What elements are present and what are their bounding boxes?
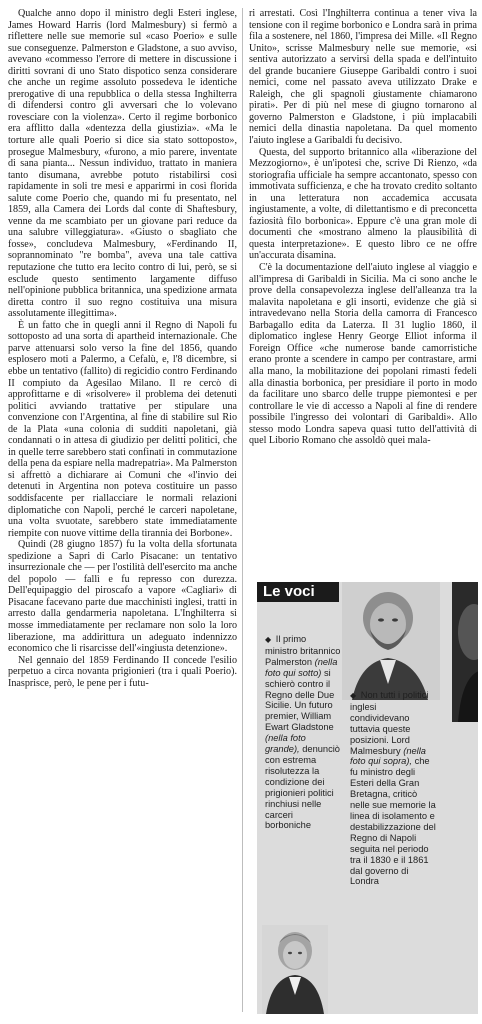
sidebar-caption-malmesbury — [350, 690, 436, 887]
article-paragraph: C'è la documentazione dell'aiuto inglese al viaggio e all'impresa di Garibaldi in Sicilia. Ma ci sono anche le prove della consapevolezza inglese dell'alleanza tra la malavita napoletana e gli insorti, evidenze che già si intravedevano nella Storia della camorra di Francesco Barbagallo edita da Laterza. Il 31 luglio 1860, il diplomatico inglese Henry George Elliot informa il Foreign Office «che numerose bande camorristiche erano pronte a scendere in campo per contrastare, armi alla mano, la mobilitazione dei popolani rimasti fedeli alla dinastia borbonica, per presidiare il porto in modo da facilitare uno sbarco delle truppe piemontesi e per controllare le vie di accesso a Napoli al fine di rendere possibile l'ingresso dei volontari di Garibaldi». Allo stesso modo Londra sapeva quasi tutto dell'attività di quel Liborio Romano che assoldò quei mala- — [249, 262, 477, 447]
article-paragraph: Questa, del supporto britannico alla «liberazione del Mezzogiorno», è un'ipotesi che, scrive Di Rienzo, «da storiografia ufficiale ha sempre accantonato, spesso con immotivata sufficienza, e che ha trovato credito soltanto in una letteratura non accademica accusata ingiustamente, a volte, di dilettantismo e di preconcetta faziosità filo borbonica». Eppure c'è una gran mole di documenti che «mostrano almeno la plausibilità di questa interpretazione». E questo libro ce ne offre un'accurata disamina. — [249, 146, 477, 262]
sidebar-title-bar — [257, 582, 339, 602]
article-paragraph: È un fatto che in quegli anni il Regno di Napoli fu sottoposto ad una sorta di apartheid internazionale. Che parve attenuarsi solo verso la fine del 1856, quando esplosero moti a Palermo, a Cefalù, e, l'8 dicembre, si ebbe un tentativo (fallito) di regicidio contro Ferdinando II compiuto da Agesilao Milano. Il re cercò di approfittarne e di «risolvere» il problema dei detenuti politici avviando trattative per stipulare una convenzione con l'Argentina, al fine di stabilire sul Rio de la Plata «una colonia di sudditi napoletani, già condannati o in attesa di giudizio per delitti politici, che in quelle terre sarebbero stati confinati in commutazione della pena da espiare nella madrepatria». Ma Palmerston si affrettò a dichiarare ai Comuni che «l'invio dei detenuti in Argentina non poteva costituire un passo soddisfacente per riallacciare le normali relazioni diplomatiche con Napoli, perché le carceri napoletane, una volta svuotate, sarebbero state immediatamente riempite con nuove vittime della tirannia dei Borbone». — [8, 319, 237, 539]
caption-text: si schierò contro il Regno delle Due Sicilie. Un futuro premier, William Ewart Gladstone — [265, 667, 335, 733]
bullet-diamond-icon: ◆ — [265, 635, 272, 644]
caption-photo-note: (nella foto grande), — [265, 733, 306, 755]
article-column-2 — [249, 8, 477, 447]
portrait-gladstone-photo — [452, 582, 478, 722]
article-paragraph: Qualche anno dopo il ministro degli Esteri inglese, James Howard Harris (lord Malmesbury) si fermò a riflettere nelle sue memorie sul «caso Poerio» e sulle sue conseguenze. Palmerston e Gladstone, a suo avviso, avevano «commesso l'errore di mettere in discussione i diritti sovrani di uno Stato dispotico senza considerare che anche un regime assoluto possedeva le identiche prerogative di una repubblica o della stessa Inghilterra di difendersi contro gli avversari che lo volevano rovesciare con la violenza». Certo il regime borbonico era afflitto dalla «dentezza della giustizia». «Ma le torture alle quali Poerio si dice sia stato sottoposto», prosegue Malmesbury, «furono, a mio parere, inventate di sana pianta... Nessun individuo, trattato in maniera tanto disumana, avrebbe potuto ristabilirsi così rapidamente in soli tre mesi e apparirmi in così florida salute come Poerio che, quando mi fu presentato, nel 1859, alla Camera dei Lords dal conte di Shaftesbury, venne da me scambiato per un giovane pari reduce da una salubre villeggiatura». «Giusto o sbagliato che fosse», concludeva Malmesbury, «Ferdinando II, soprannominato "re bomba", aveva una tale cattiva reputazione che tutto era lecito contro di lui, però, se si esclude questo sentimento largamente diffuso nell'opinione pubblica britannica, una spedizione armata diretta contro il suo regno costituiva una misura assolutamente illegittima». — [8, 8, 237, 320]
caption-photo-note: (nella foto qui sotto) — [265, 656, 338, 678]
column-divider — [242, 8, 243, 1012]
article-paragraph: ri arrestati. Così l'Inghilterra continua a tener viva la tensione con il regime borbonico e Londra sarà in prima fila a sostenere, nel 1860, l'impresa dei Mille. «Il Regno Unito», scrisse Malmesbury nelle sue memorie, «si sentiva autorizzato a servirsi della spada e dell'intuito del grande bucaniere Giuseppe Garibaldi contro i suoi nemici, come nel passato aveva utilizzato Drake e Raleigh, che gli spagnoli giustamente chiamarono pirati». Per di più nel mese di giugno tornarono al governo Palmerston e Gladstone, i più implacabili nemici della dinastia napoletana. Da quel momento l'aiuto inglese a Garibaldi fu decisivo. — [249, 8, 477, 147]
sidebar-caption-palmerston — [265, 634, 341, 831]
caption-text: Non tutti i politici inglesi condividevano tuttavia queste posizioni. Lord Malmesbury — [350, 690, 429, 756]
caption-text: che fu ministro degli Esteri della Gran Bretagna, criticò nelle sue memorie la linea di isolamento e destabilizzazione del Regno di Napoli seguita nel periodo tra il 1830 e il 1861 dal governo di Londra — [350, 756, 436, 887]
article-paragraph: Nel gennaio del 1859 Ferdinando II concede l'esilio perpetuo a circa novanta prigionieri (tra i quali Poerio). Inasprisce, però, le pene per i futu- — [8, 654, 237, 689]
bullet-diamond-icon: ◆ — [350, 691, 357, 700]
caption-text: denunciò con estrema risolutezza la condizione dei prigionieri politici rinchiusi nelle carceri borboniche — [265, 744, 340, 831]
portrait-palmerston-photo — [262, 925, 328, 1014]
portrait-malmesbury-photo — [342, 582, 440, 700]
article-paragraph: Quindi (28 giugno 1857) fu la volta della sfortunata spedizione a Sapri di Carlo Pisacane: un tentativo insurrezionale che — per l'ostilità dell'esercito ma anche del popolo — fallì e fu represso con durezza. Dell'equipaggio del piroscafo a vapore «Cagliari» di Pisacane facevano parte due macchinisti inglesi, tratti in arresto dalla gendarmeria napoletana. L'Inghilterra si mosse immediatamente per reclamare non solo la loro liberazione, ma addirittura un adeguato indennizzo economico che li risarcisse dell'«ingiusta detenzione». — [8, 539, 237, 655]
sidebar-le-voci — [257, 582, 478, 1014]
article-column-1 — [8, 8, 237, 689]
caption-photo-note: (nella foto qui sopra), — [350, 745, 426, 767]
caption-text: Il primo ministro britannico Palmerston — [265, 634, 341, 667]
sidebar-title: Le voci — [263, 583, 315, 600]
